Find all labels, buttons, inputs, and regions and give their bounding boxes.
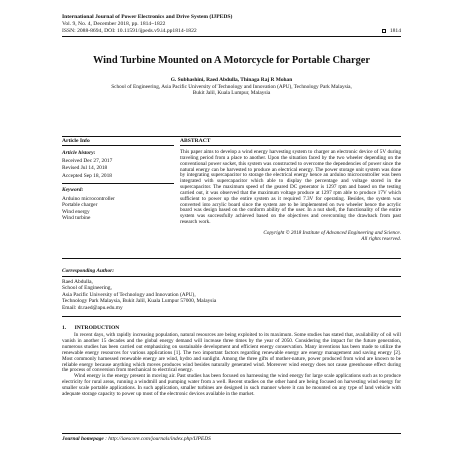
keywords-label: Keyword:: [62, 187, 84, 193]
keyword: Portable charger: [62, 202, 98, 208]
paper-title: Wind Turbine Mounted on A Motorcycle for Portable Charger: [92, 55, 371, 66]
author-university: Asia Pacific University of Technology and Innovation (APU),: [62, 291, 196, 298]
page-number-block: [382, 28, 401, 35]
copyright-line-2: All rights reserved.: [361, 235, 401, 242]
header-rule: [62, 36, 401, 37]
affiliation-line-2: Bukit Jalil, Kuala Lumpur, Malaysia: [192, 90, 271, 97]
abstract-body: [180, 150, 401, 243]
copyright-line-1: Copyright © 2018 Institute of Advanced Engineering and Science.: [263, 229, 401, 236]
introduction-heading: 1. INTRODUCTION: [62, 325, 120, 331]
received-date: Received Dec 27, 2017: [62, 157, 113, 164]
corresponding-label: Corresponding Author:: [62, 268, 401, 277]
homepage-label: Journal homepage: [62, 436, 104, 442]
volume-line: Vol. 9, No. 4, December 2018, pp. 1814~1822: [62, 20, 166, 27]
abstract-text: This paper aims to develop a wind energy harvesting system to charger an electronic device of 5V during traveling period from a place to another. Upon the situation faced by the two wheeler depending on the conventional power socket, this system was constructed to overcome the dependencies of power since the natural energy can be harvested to produce an electrical energy. The power storage unit system was done by integrating supercapacitor to storage the electrical energy hence an arduino microcontroller was been integrated with supercapacitor which able to display the percentage and voltage stored in the supercapacitor. The maximum speed of the geared DC generator is 1297 rpm and based on the testing carried out, it was observed that the maximum voltage produce at 1297 rpm able to produce 17V which sufficient to power up the entire system as it required 7.3V for operating. Besides, the system was converted into acrylic board since the system are to be implemented on two wheeler hence the acrylic board was design based on the conform ability of the user. In a nut shell, the functionality of the entire system was successfully achieved based on the objectives and overcoming the drawback from past research work.: [180, 149, 401, 226]
journal-header: [62, 14, 232, 27]
issn-line: ISSN: 2088-8694, DOI: 10.11591/ijpeds.v9.i4.pp1814-1822: [62, 28, 197, 34]
affiliation-line-1: School of Engineering, Asia Pacific University of Technology and Innovation (APU), Technology Park Malaysia,: [111, 84, 352, 90]
footer: [62, 436, 211, 442]
authors: G. Subhashini, Raed Abdulla, Thinaga Raj R Mohan: [170, 77, 293, 83]
issn-row: [62, 28, 401, 35]
author-email: Email: dr.raed@apu.edu.my: [62, 304, 123, 311]
info-top-rule: [62, 136, 401, 137]
homepage-url[interactable]: : http://iaescore.com/journals/index.php/IJPEDS: [105, 436, 211, 442]
journal-title: International Journal of Power Electronics and Drive System (IJPEDS): [62, 14, 233, 20]
accepted-date: Accepted Sep 18, 2018: [62, 172, 113, 179]
keyword: Arduino microcontroller: [62, 195, 115, 202]
corresponding-bottom-rule: [62, 316, 401, 317]
introduction-paragraph: In recent days, with rapidly increasing population, natural resources are being exploited to its maximum. Some studies has stated that, availability of oil will vanish in another 15 decades and the global energy demand will increase three times by the year of 2050. Considering the impact for the future generation, numerous studies has been carried out emphasizing on sustainable development and efficient energy conservation. Many inventions has been made to utilize the renewable energy resources for various applications [1]. The two important factors regarding renewable energy are energy management and saving energy [2]. Most commonly harnessed renewable energy are wind, hydro and sunlight. Among the three gifts of mother-nature, power produced from wind are known to be reliable energy because anything which moves produces wind besides naturally generated wind. Moreover wind energy does not cause greenhouse effect during the process of conversion from mechanical to electrical energy.: [62, 332, 401, 374]
introduction-body: [62, 333, 401, 398]
history-label: Article history:: [62, 150, 96, 156]
author-name: Raed Abdulla,: [62, 278, 93, 285]
footer-rule: [62, 433, 401, 434]
author-address: Technology Park Malaysia, Bukit Jalil, Kuala Lumpur 57000, Malaysia: [62, 298, 217, 304]
introduction-paragraph: Wind energy is the energy present in moving air. Past studies has been focused on harnessing the wind energy for large scale applications such as to produce electricity for rural areas, running a windmill and pumping water from a well. Recent studies on the other hand are being focused on harvesting wind energy for smaller scale portable applications. In such application, smaller turbines are designed in such manner where it can be mounted on any type of land vehicle with adequate storage capacity to power up most of the electronic devices available in the market.: [62, 373, 401, 398]
keyword: Wind turbine: [62, 215, 91, 221]
affiliation: [62, 84, 401, 96]
info-divider: [62, 183, 174, 184]
square-bullet-icon: [382, 29, 386, 33]
keyword-list: [62, 196, 174, 222]
corresponding-author: [62, 268, 401, 311]
abstract-bottom-rule: [62, 258, 401, 259]
author-school: School of Engineering,: [62, 285, 112, 291]
abstract-heading: ABSTRACT: [180, 138, 401, 146]
article-info: [62, 150, 174, 222]
revised-date: Revised Jul 14, 2018: [62, 165, 108, 171]
article-info-heading: Article Info: [62, 138, 174, 146]
page-number: 1814: [389, 28, 401, 34]
keyword: Wind energy: [62, 208, 90, 215]
